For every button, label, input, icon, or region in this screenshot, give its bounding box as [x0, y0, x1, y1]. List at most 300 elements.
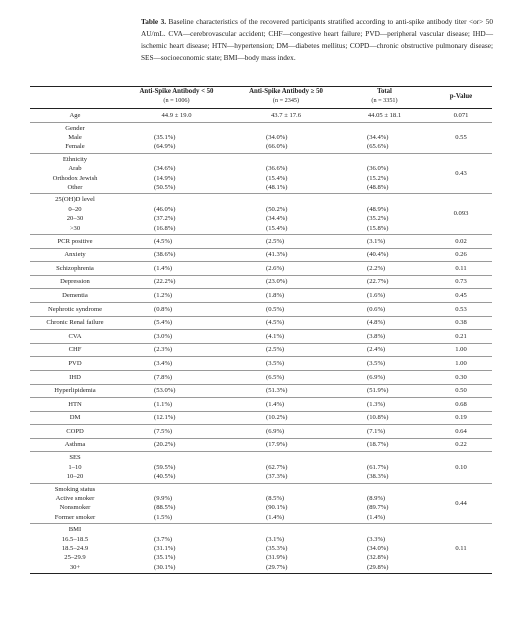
table-row [30, 122, 492, 153]
header-title: Anti-Spike Antibody ≥ 50 [249, 88, 323, 95]
table-row [30, 330, 492, 344]
above-50-value-cell [233, 302, 339, 316]
above-50-value-text: (3.5%) [266, 359, 285, 367]
total-value-text: (89.7%) [367, 504, 389, 512]
above-50-value-cell [233, 343, 339, 357]
total-value-cell [339, 316, 430, 330]
above-50-value-text [266, 485, 339, 494]
row-label-text: Asthma [64, 441, 86, 449]
below-50-value-cell [120, 524, 233, 574]
row-label-text: 25(OH)D level [55, 196, 95, 204]
below-50-value-cell [120, 262, 233, 276]
row-label-text: 20–30 [66, 215, 84, 223]
above-50-value-text: (4.1%) [266, 332, 285, 340]
header-cell-2 [233, 87, 339, 109]
total-value-text: (15.8%) [367, 224, 389, 232]
below-50-value-text: (38.6%) [154, 251, 176, 259]
total-value-text: (7.1%) [367, 427, 386, 435]
total-value-cell [339, 524, 430, 574]
above-50-value-text: (29.7%) [266, 563, 288, 571]
caption-text: Baseline characteristics of the recovered participants stratified according to anti-spike antibody titer <or> 50 AU/mL. CVA—cerebrovascular accident; CHF—congestive heart failure; PVD—peripheral vascular disease; IHD—ischemic heart disease; HTN—hypertension; DM—diabetes mellitus; COPD—chronic obstructive pulmonary disease; SES—socioeconomic state; BMI—body mass index. [141, 17, 494, 63]
below-50-value-text: (12.1%) [154, 414, 176, 422]
above-50-value-text: (1.4%) [266, 513, 285, 521]
above-50-value-text: (41.3%) [266, 251, 288, 259]
below-50-value-cell [120, 234, 233, 248]
below-50-value-cell [120, 330, 233, 344]
row-label-text: HTN [68, 400, 82, 408]
row-label-cell [30, 438, 120, 452]
above-50-value-cell [233, 234, 339, 248]
above-50-value-cell [233, 153, 339, 194]
below-50-value-text: (64.9%) [154, 143, 176, 151]
p-value-text: 0.02 [455, 237, 467, 245]
above-50-value-text: (66.0%) [266, 143, 288, 151]
p-value-cell [430, 248, 492, 262]
total-value-text [367, 195, 430, 204]
p-value-text: 0.071 [453, 111, 469, 119]
row-label-cell [30, 122, 120, 153]
row-label-cell [30, 452, 120, 483]
above-50-value-text: (1.8%) [266, 291, 285, 299]
below-50-value-text [154, 485, 233, 494]
above-50-value-cell [233, 398, 339, 412]
above-50-value-cell [233, 370, 339, 384]
row-label-text: Age [69, 111, 81, 119]
below-50-value-text: (30.1%) [154, 563, 176, 571]
row-label-text: Dementia [62, 291, 88, 299]
total-value-text: (40.4%) [367, 251, 389, 259]
row-label-text: 0–20 [68, 205, 82, 213]
header-title: Total [377, 88, 392, 95]
below-50-value-cell [120, 122, 233, 153]
p-value-cell [430, 370, 492, 384]
total-value-text: (1.6%) [367, 291, 386, 299]
below-50-value-cell [120, 109, 233, 123]
total-value-text: (1.4%) [367, 513, 386, 521]
header-subtitle: (n = 1006) [163, 97, 190, 104]
row-label-text: Orthodox Jewish [52, 174, 98, 182]
below-50-value-cell [120, 438, 233, 452]
below-50-value-text: (59.5%) [154, 463, 176, 471]
total-value-text: (6.9%) [367, 373, 386, 381]
above-50-value-text: (10.2%) [266, 414, 288, 422]
above-50-value-cell [233, 330, 339, 344]
above-50-value-text: (15.4%) [266, 174, 288, 182]
below-50-value-text: (3.4%) [154, 359, 173, 367]
row-label-cell [30, 109, 120, 123]
below-50-value-cell [120, 343, 233, 357]
above-50-value-text: (3.1%) [266, 535, 285, 543]
total-value-text: (0.6%) [367, 305, 386, 313]
table-row [30, 483, 492, 524]
above-50-value-cell [233, 483, 339, 524]
total-value-text: (51.9%) [367, 387, 389, 395]
above-50-value-text: (17.9%) [266, 441, 288, 449]
total-value-cell [339, 109, 430, 123]
below-50-value-cell [120, 452, 233, 483]
above-50-value-text: (2.6%) [266, 264, 285, 272]
above-50-value-cell [233, 384, 339, 398]
row-label-text: PCR positive [57, 237, 93, 245]
p-value-text: 0.50 [455, 387, 467, 395]
below-50-value-cell [120, 194, 233, 235]
above-50-value-cell [233, 438, 339, 452]
row-label-cell [30, 384, 120, 398]
above-50-value-cell [233, 275, 339, 289]
above-50-value-text: (2.5%) [266, 237, 285, 245]
below-50-value-text [154, 155, 233, 164]
above-50-value-text [266, 195, 339, 204]
above-50-value-text: (48.1%) [266, 183, 288, 191]
below-50-value-text: (1.5%) [154, 513, 173, 521]
p-value-text: 0.26 [455, 251, 467, 259]
below-50-value-text: (0.8%) [154, 305, 173, 313]
below-50-value-cell [120, 289, 233, 303]
total-value-cell [339, 289, 430, 303]
row-label-text: Schizophrenia [56, 264, 94, 272]
p-value-text: 0.38 [455, 319, 467, 327]
below-50-value-text: (34.6%) [154, 165, 176, 173]
row-label-text: Nephrotic syndrome [47, 305, 103, 313]
total-value-text: (8.9%) [367, 495, 386, 503]
above-50-value-text [266, 155, 339, 164]
p-value-text: 0.21 [455, 332, 467, 340]
row-label-cell [30, 330, 120, 344]
p-value-cell [430, 343, 492, 357]
above-50-value-cell [233, 248, 339, 262]
row-label-text: Female [65, 143, 85, 151]
above-50-value-text: (15.4%) [266, 224, 288, 232]
p-value-cell [430, 452, 492, 483]
row-label-cell [30, 248, 120, 262]
total-value-cell [339, 275, 430, 289]
total-value-cell [339, 384, 430, 398]
total-value-text [367, 525, 430, 534]
row-label-text: Anxiety [64, 251, 86, 259]
below-50-value-cell [120, 275, 233, 289]
row-label-cell [30, 483, 120, 524]
caption-label: Table 3. [141, 17, 167, 26]
total-value-cell [339, 194, 430, 235]
above-50-value-text: (51.3%) [266, 387, 288, 395]
row-label-cell [30, 316, 120, 330]
row-label-cell [30, 398, 120, 412]
below-50-value-cell [120, 370, 233, 384]
total-value-text [367, 124, 430, 133]
row-label-text: 18.5–24.9 [61, 545, 89, 553]
above-50-value-cell [233, 122, 339, 153]
above-50-value-cell [233, 289, 339, 303]
p-value-cell [430, 302, 492, 316]
total-value-cell [339, 438, 430, 452]
above-50-value-cell [233, 425, 339, 439]
table-row [30, 234, 492, 248]
above-50-value-text: 43.7 ± 17.6 [271, 111, 301, 119]
table-row [30, 452, 492, 483]
row-label-text: BMI [68, 526, 82, 534]
total-value-cell [339, 262, 430, 276]
total-value-text [367, 485, 430, 494]
row-label-text: IHD [69, 373, 81, 381]
total-value-text: (2.2%) [367, 264, 386, 272]
above-50-value-text: (23.0%) [266, 278, 288, 286]
header-subtitle: (n = 3351) [371, 97, 398, 104]
above-50-value-text: (35.3%) [266, 545, 288, 553]
below-50-value-text: (2.3%) [154, 346, 173, 354]
total-value-text: (38.3%) [367, 473, 389, 481]
below-50-value-text: (20.2%) [154, 441, 176, 449]
below-50-value-text: (35.1%) [154, 554, 176, 562]
below-50-value-cell [120, 357, 233, 371]
total-value-text: (34.4%) [367, 133, 389, 141]
row-label-text: 1–10 [68, 463, 82, 471]
row-label-text: Ethnicity [62, 155, 88, 163]
header-title: p-Value [449, 92, 473, 100]
row-label-cell [30, 153, 120, 194]
above-50-value-text: (36.6%) [266, 165, 288, 173]
row-label-text: Male [68, 133, 82, 141]
header-title: Anti-Spike Antibody < 50 [139, 88, 214, 95]
table-row [30, 398, 492, 412]
total-value-text: (34.0%) [367, 545, 389, 553]
below-50-value-text [154, 124, 233, 133]
below-50-value-text [154, 195, 233, 204]
below-50-value-cell [120, 384, 233, 398]
row-label-text: CHF [68, 346, 82, 354]
total-value-cell [339, 122, 430, 153]
row-label-cell [30, 262, 120, 276]
row-label-cell [30, 357, 120, 371]
row-label-cell [30, 289, 120, 303]
above-50-value-text: (31.9%) [266, 554, 288, 562]
row-label-cell [30, 194, 120, 235]
above-50-value-text: (6.5%) [266, 373, 285, 381]
below-50-value-cell [120, 302, 233, 316]
below-50-value-cell [120, 411, 233, 425]
below-50-value-cell [120, 483, 233, 524]
header-cell-3 [339, 87, 430, 109]
below-50-value-cell [120, 425, 233, 439]
above-50-value-cell [233, 452, 339, 483]
below-50-value-cell [120, 316, 233, 330]
above-50-value-text: (8.5%) [266, 495, 285, 503]
below-50-value-text: (88.5%) [154, 504, 176, 512]
total-value-text: (48.8%) [367, 183, 389, 191]
row-label-text: Arab [68, 165, 82, 173]
p-value-text: 0.45 [455, 291, 467, 299]
row-label-text: Smoking status [54, 485, 96, 493]
total-value-text: (2.4%) [367, 346, 386, 354]
table-row [30, 302, 492, 316]
table-row [30, 109, 492, 123]
above-50-value-text [266, 525, 339, 534]
total-value-text: 44.05 ± 18.1 [367, 111, 402, 119]
above-50-value-text: (6.9%) [266, 427, 285, 435]
total-value-text: (65.6%) [367, 143, 389, 151]
table-row [30, 248, 492, 262]
total-value-text [367, 155, 430, 164]
header-subtitle: (n = 2345) [272, 97, 300, 104]
p-value-text: 0.10 [455, 463, 467, 471]
row-label-text: 10–20 [66, 473, 84, 481]
header-cell-1 [120, 87, 233, 109]
total-value-cell [339, 302, 430, 316]
total-value-text: (15.2%) [367, 174, 389, 182]
below-50-value-text: (50.5%) [154, 183, 176, 191]
total-value-cell [339, 483, 430, 524]
above-50-value-text: (1.4%) [266, 400, 285, 408]
row-label-text: COPD [66, 427, 84, 435]
below-50-value-text: (5.4%) [154, 319, 173, 327]
total-value-text: (18.7%) [367, 441, 389, 449]
below-50-value-text: (9.9%) [154, 495, 173, 503]
row-label-text: >30 [69, 224, 81, 232]
above-50-value-cell [233, 357, 339, 371]
below-50-value-text: (1.1%) [154, 400, 173, 408]
below-50-value-text: (1.4%) [154, 264, 173, 272]
below-50-value-text: (1.2%) [154, 291, 173, 299]
row-label-cell [30, 425, 120, 439]
total-value-text: (48.9%) [367, 205, 389, 213]
p-value-text: 0.11 [455, 264, 467, 272]
p-value-cell [430, 398, 492, 412]
below-50-value-text: (4.5%) [154, 237, 173, 245]
below-50-value-text [154, 453, 233, 462]
row-label-cell [30, 411, 120, 425]
p-value-cell [430, 524, 492, 574]
table-row [30, 343, 492, 357]
above-50-value-cell [233, 411, 339, 425]
below-50-value-text: (35.1%) [154, 133, 176, 141]
p-value-text: 0.093 [453, 210, 469, 218]
p-value-cell [430, 357, 492, 371]
above-50-value-text: (34.4%) [266, 215, 288, 223]
below-50-value-text: (16.8%) [154, 224, 176, 232]
total-value-text: (10.8%) [367, 414, 389, 422]
total-value-text: (22.7%) [367, 278, 389, 286]
p-value-cell [430, 153, 492, 194]
total-value-text: (3.8%) [367, 332, 386, 340]
table-row [30, 262, 492, 276]
total-value-cell [339, 357, 430, 371]
above-50-value-cell [233, 109, 339, 123]
above-50-value-text [266, 124, 339, 133]
p-value-cell [430, 483, 492, 524]
above-50-value-text: (37.3%) [266, 473, 288, 481]
total-value-text: (36.0%) [367, 165, 389, 173]
total-value-cell [339, 370, 430, 384]
above-50-value-cell [233, 262, 339, 276]
above-50-value-text: (62.7%) [266, 463, 288, 471]
total-value-text: (3.3%) [367, 535, 386, 543]
row-label-cell [30, 370, 120, 384]
above-50-value-cell [233, 194, 339, 235]
row-label-text: Active smoker [55, 495, 95, 503]
above-50-value-text: (34.0%) [266, 133, 288, 141]
row-label-text: 30+ [69, 563, 81, 571]
total-value-text: (32.8%) [367, 554, 389, 562]
row-label-text: Other [67, 183, 83, 191]
table-row [30, 357, 492, 371]
p-value-cell [430, 194, 492, 235]
p-value-text: 0.53 [455, 305, 467, 313]
below-50-value-text: (3.7%) [154, 535, 173, 543]
row-label-text: Nonsmoker [59, 504, 91, 512]
p-value-text: 0.11 [455, 545, 467, 553]
total-value-cell [339, 153, 430, 194]
row-label-cell [30, 275, 120, 289]
total-value-cell [339, 234, 430, 248]
total-value-text: (3.1%) [367, 237, 386, 245]
below-50-value-text: (22.2%) [154, 278, 176, 286]
row-label-text: Hyperlipidemia [54, 387, 96, 395]
row-label-text: Gender [65, 124, 85, 132]
row-label-text: DM [69, 414, 81, 422]
below-50-value-text: (3.0%) [154, 332, 173, 340]
above-50-value-cell [233, 316, 339, 330]
total-value-text: (29.8%) [367, 563, 389, 571]
table-row [30, 411, 492, 425]
table-row [30, 384, 492, 398]
below-50-value-cell [120, 248, 233, 262]
total-value-text: (35.2%) [367, 215, 389, 223]
header-row [30, 87, 492, 109]
below-50-value-text [154, 525, 233, 534]
p-value-text: 1.00 [455, 359, 467, 367]
row-label-text: Chronic Renal failure [46, 319, 104, 327]
below-50-value-text: (31.1%) [154, 545, 176, 553]
row-label-text: 25–29.9 [64, 554, 86, 562]
total-value-cell [339, 411, 430, 425]
table-row [30, 524, 492, 574]
p-value-text: 0.44 [455, 499, 467, 507]
below-50-value-cell [120, 398, 233, 412]
row-label-cell [30, 234, 120, 248]
p-value-cell [430, 289, 492, 303]
total-value-cell [339, 452, 430, 483]
p-value-cell [430, 262, 492, 276]
row-label-text: Depression [60, 278, 90, 286]
baseline-characteristics-table [30, 86, 492, 574]
table-row [30, 194, 492, 235]
p-value-cell [430, 425, 492, 439]
below-50-value-text: (53.0%) [154, 387, 176, 395]
p-value-text: 0.22 [455, 441, 467, 449]
p-value-text: 0.55 [455, 133, 467, 141]
below-50-value-text: 44.9 ± 19.0 [161, 111, 192, 119]
baseline-table-container [30, 86, 492, 574]
p-value-cell [430, 122, 492, 153]
p-value-cell [430, 330, 492, 344]
below-50-value-text: (7.8%) [154, 373, 173, 381]
row-label-text: CVA [68, 332, 82, 340]
table-row [30, 316, 492, 330]
header-cell-4 [430, 87, 492, 109]
above-50-value-text: (2.5%) [266, 346, 285, 354]
row-label-cell [30, 524, 120, 574]
above-50-value-text: (4.5%) [266, 319, 285, 327]
total-value-cell [339, 398, 430, 412]
table-row [30, 425, 492, 439]
p-value-cell [430, 438, 492, 452]
total-value-cell [339, 248, 430, 262]
p-value-cell [430, 109, 492, 123]
p-value-text: 0.68 [455, 400, 467, 408]
table-row [30, 438, 492, 452]
total-value-cell [339, 330, 430, 344]
table-row [30, 289, 492, 303]
p-value-cell [430, 411, 492, 425]
